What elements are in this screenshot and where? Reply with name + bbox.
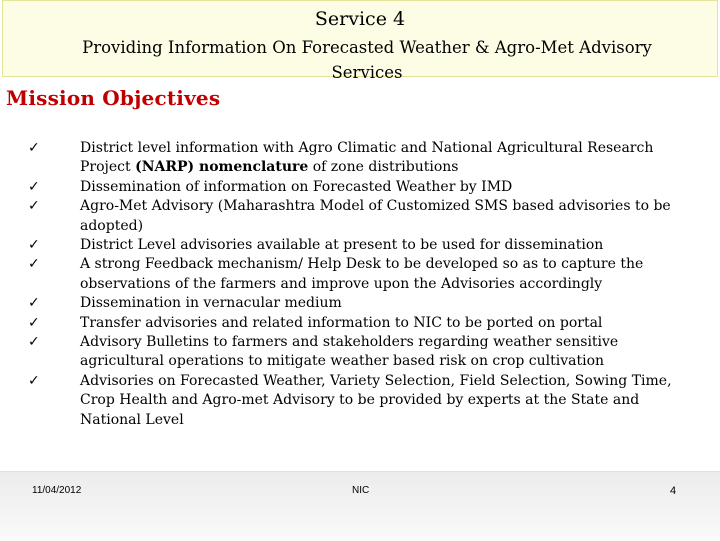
subtitle-line-1: Providing Information On Forecasted Weather & Agro-Met Advisory	[82, 38, 652, 57]
slide-footer	[0, 471, 720, 541]
check-mark-icon: ✓	[28, 334, 40, 351]
subtitle-line-2: Services	[331, 63, 403, 82]
check-mark-icon: ✓	[28, 198, 40, 215]
objective-text: Advisories on Forecasted Weather, Variety Selection, Field Selection, Sowing Time, Crop Health and Agro-met Advisory to be provided by experts at the State and National Level	[80, 372, 672, 428]
objective-item	[0, 294, 720, 313]
objective-text: District Level advisories available at present to be used for dissemination	[80, 237, 604, 254]
check-mark-icon: ✓	[28, 178, 40, 195]
slide-subtitle	[3, 35, 717, 85]
check-mark-icon: ✓	[28, 314, 40, 331]
objective-item	[0, 314, 720, 333]
objectives-list	[0, 139, 720, 430]
objective-text: Dissemination in vernacular medium	[80, 295, 342, 312]
check-mark-icon: ✓	[28, 372, 40, 389]
objective-item	[0, 333, 720, 372]
objective-text: Dissemination of information on Forecasted Weather by IMD	[80, 178, 513, 195]
check-mark-icon: ✓	[28, 237, 40, 254]
objective-item	[0, 236, 720, 255]
objective-item	[0, 197, 720, 236]
objective-text-tail: of zone distributions	[308, 159, 459, 176]
objective-bold-text: (NARP) nomenclature	[135, 159, 309, 176]
footer-organization: NIC	[352, 485, 370, 496]
objective-item	[0, 372, 720, 430]
objective-text: Transfer advisories and related information to NIC to be ported on portal	[80, 314, 603, 331]
objective-text: Agro-Met Advisory (Maharashtra Model of Customized SMS based advisories to be adopted)	[80, 198, 671, 234]
objective-text: Advisory Bulletins to farmers and stakeholders regarding weather sensitive agricultural operations to mitigate weather based risk on crop cultivation	[80, 334, 619, 370]
page-number: 4	[670, 485, 677, 497]
check-mark-icon: ✓	[28, 256, 40, 273]
objective-item	[0, 255, 720, 294]
slide-header	[2, 0, 718, 82]
objective-text: District level information with Agro Climatic and National Agricultural Research Project	[80, 140, 654, 176]
slide-title: Service 4	[314, 8, 406, 30]
check-mark-icon: ✓	[28, 295, 40, 312]
objective-text: A strong Feedback mechanism/ Help Desk to be developed so as to capture the observations of the farmers and improve upon the Advisories accordingly	[80, 256, 644, 292]
footer-date: 11/04/2012	[32, 485, 82, 496]
section-heading: Mission Objectives	[6, 86, 221, 110]
check-mark-icon: ✓	[28, 140, 40, 156]
objective-item	[0, 178, 720, 197]
objective-item	[0, 139, 720, 178]
